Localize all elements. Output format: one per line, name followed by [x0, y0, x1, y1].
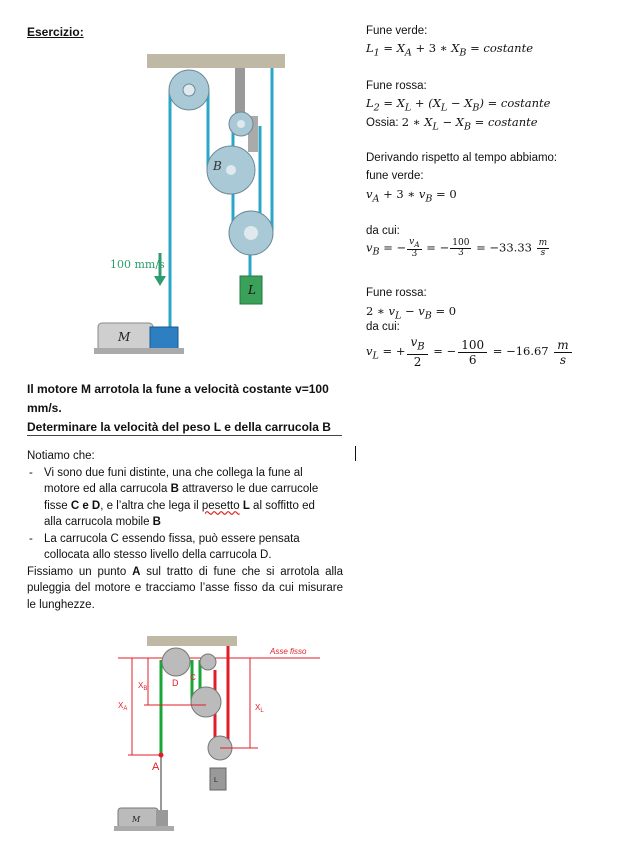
eq-ossia: Ossia: 2 ∗ $X_L - X_B$ = costante [366, 115, 538, 133]
problem-line-2: mm/s. [27, 401, 62, 415]
eq-l1: $L_1 = X_A + 3$ ∗ $X_B$ = costante [366, 41, 533, 59]
label-xl: $X_L$ [255, 703, 264, 714]
eq-v-verde: $v_A + 3$ ∗ $v_B = 0$ [366, 187, 457, 205]
fune-rossa-title: Fune rossa: [366, 80, 427, 92]
divider [27, 435, 342, 436]
notes-intro: Notiamo che: [27, 450, 95, 462]
eq-l2: $L_2 = X_L + (X_L - X_B)$ = costante [366, 96, 551, 114]
problem-line-1: Il motore M arrotola la fune a velocità costante v=100 [27, 382, 329, 396]
ceiling-2 [147, 636, 237, 646]
weight-l-2 [210, 768, 226, 790]
motor-drum [150, 327, 178, 351]
label-c-2: C [190, 673, 196, 682]
pulley-system-figure [90, 48, 320, 368]
pesetto-word: pesetto [201, 499, 240, 512]
label-l-2: L [214, 777, 218, 784]
ceiling [147, 54, 285, 68]
speed-label: 100 mm/s [110, 258, 165, 271]
hanger-c [235, 68, 245, 118]
fune-verde-title: Fune verde: [366, 25, 428, 37]
label-xa: $X_A$ [118, 701, 128, 712]
notes [27, 448, 343, 613]
label-b: B [213, 159, 222, 173]
pulley-d-2 [162, 648, 190, 676]
pulley-c-2 [200, 654, 216, 670]
bullet-1: - Vi sono due funi distinte, una che collega la fune al motore ed alla carrucola B attraverso le due carrucole fisse C e D, e l’altra che lega il pesetto L al soffitto ed alla carrucola mobile B [27, 465, 343, 531]
da-cui-1: da cui: [366, 225, 400, 237]
axis-figure [110, 630, 340, 845]
label-d-2: D [172, 678, 179, 688]
pulley-b-2 [191, 687, 221, 717]
eq-vb: $v_B$ = − $\frac{v_A}{3}$ = − $\frac{100}{3}$ = −33.33 $\frac{m}{s}$ [366, 237, 548, 259]
label-l: L [248, 283, 256, 297]
exercise-title: Esercizio: [27, 25, 84, 39]
eq-v-rossa: 2 ∗ $v_L - v_B = 0$ [366, 304, 457, 322]
problem-line-3: Determinare la velocità del peso L e della carrucola B [27, 420, 331, 434]
label-m: M [118, 330, 131, 344]
bullet-2: - La carrucola C essendo fissa, può essere pensata collocata allo stesso livello della carrucola D. [27, 531, 343, 564]
label-xb: $X_B$ [138, 681, 148, 692]
derivando-text: Derivando rispetto al tempo abbiamo: [366, 152, 558, 164]
label-m-2: M [132, 815, 141, 824]
label-a-2: A [152, 761, 160, 773]
fune-rossa-2: Fune rossa: [366, 287, 427, 299]
eq-vl: $v_L$ = + $\frac{v_B}{2}$ = − $\frac{100}{6}$ = −16.67 $\frac{m}{s}$ [366, 335, 574, 369]
asse-fisso-label: Asse fisso [270, 647, 307, 656]
point-a-paragraph: Fissiamo un punto A sul tratto di fune che si arrotola alla puleggia del motore e tracciamo l’asse fisso da cui misurare le lunghezze. [27, 565, 343, 611]
problem-statement [27, 380, 343, 437]
fune-verde-2: fune verde: [366, 170, 424, 182]
da-cui-2: da cui: [366, 321, 400, 333]
text-cursor [355, 446, 356, 461]
